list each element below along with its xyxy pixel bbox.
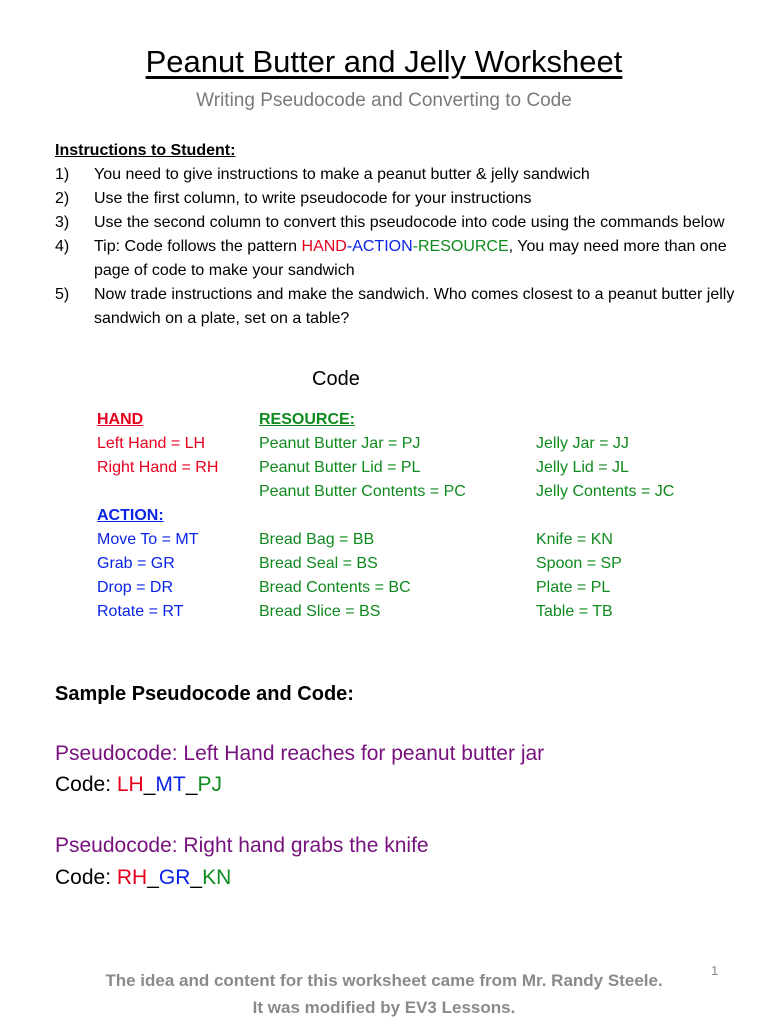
- resource-code: Table = TB: [536, 603, 613, 620]
- item-number: 5): [55, 286, 70, 303]
- sample-code-1: [55, 773, 222, 797]
- code-separator: _: [143, 773, 156, 796]
- resource-column-1: [259, 408, 466, 624]
- item-text: Now trade instructions and make the sandwich. Who comes closest to a peanut butter jelly sandwich on a plate, set on a table?: [94, 286, 735, 327]
- resource-code: Bread Bag = BB: [259, 531, 375, 548]
- action-code: Move To = MT: [97, 531, 199, 548]
- item-text: [94, 235, 735, 283]
- tip-prefix: Tip: Code follows the pattern: [94, 238, 302, 255]
- hand-code: Right Hand = RH: [97, 459, 219, 476]
- item-text: Use the second column to convert this pseudocode into code using the commands below: [94, 214, 725, 231]
- hand-heading: HAND: [97, 411, 144, 428]
- list-item: [55, 283, 735, 331]
- list-item: [55, 235, 735, 283]
- instructions-list: [55, 163, 735, 331]
- instructions-heading: Instructions to Student:: [55, 142, 236, 159]
- action-heading: ACTION:: [97, 507, 164, 524]
- resource-code: Bread Slice = BS: [259, 603, 381, 620]
- code-resource: KN: [202, 866, 232, 889]
- item-text: Use the first column, to write pseudocode for your instructions: [94, 190, 532, 207]
- page-number: 1: [711, 963, 719, 978]
- tip-resource: RESOURCE: [417, 238, 509, 255]
- code-action: MT: [155, 773, 186, 796]
- code-label: Code:: [55, 773, 117, 796]
- item-number: 1): [55, 166, 70, 183]
- resource-code: Peanut Butter Lid = PL: [259, 459, 421, 476]
- resource-code: Peanut Butter Jar = PJ: [259, 435, 421, 452]
- resource-heading: RESOURCE:: [259, 411, 356, 428]
- action-code: Drop = DR: [97, 579, 174, 596]
- list-item: [55, 163, 735, 187]
- action-code: Grab = GR: [97, 555, 175, 572]
- resource-column-2: [536, 432, 674, 624]
- code-heading: Code: [312, 368, 360, 390]
- tip-hand: HAND: [301, 238, 347, 255]
- footer-line-2: It was modified by EV3 Lessons.: [252, 998, 516, 1017]
- resource-code: Jelly Contents = JC: [536, 483, 675, 500]
- resource-code: Knife = KN: [536, 531, 613, 548]
- resource-code: Jelly Jar = JJ: [536, 435, 629, 452]
- sample-code-2: [55, 866, 231, 890]
- resource-code: Jelly Lid = JL: [536, 459, 629, 476]
- sample-heading: Sample Pseudocode and Code:: [55, 683, 354, 705]
- page-subtitle: Writing Pseudocode and Converting to Code: [196, 90, 572, 111]
- resource-code: Bread Contents = BC: [259, 579, 411, 596]
- page-title: Peanut Butter and Jelly Worksheet: [145, 44, 623, 79]
- tip-action: ACTION: [352, 238, 413, 255]
- sample-pseudocode-2: Pseudocode: Right hand grabs the knife: [55, 834, 429, 857]
- tip-suffix: , You may need more than one page of code to make your sandwich: [94, 238, 727, 279]
- list-item: [55, 187, 735, 211]
- resource-code: Plate = PL: [536, 579, 611, 596]
- item-number: 2): [55, 190, 70, 207]
- item-number: 4): [55, 238, 70, 255]
- code-action: GR: [158, 866, 191, 889]
- footer-line-1: The idea and content for this worksheet came from Mr. Randy Steele.: [105, 971, 663, 990]
- code-separator: _: [190, 866, 203, 889]
- resource-code: Spoon = SP: [536, 555, 622, 572]
- resource-code: Bread Seal = BS: [259, 555, 378, 572]
- spacer: [536, 504, 674, 528]
- item-number: 3): [55, 214, 70, 231]
- action-code: Rotate = RT: [97, 603, 184, 620]
- spacer: [259, 504, 466, 528]
- code-separator: _: [185, 773, 198, 796]
- footer-credit: [0, 967, 768, 1021]
- code-separator: _: [147, 866, 159, 889]
- code-label: Code:: [55, 866, 117, 889]
- resource-code: Peanut Butter Contents = PC: [259, 483, 466, 500]
- code-hand: LH: [116, 773, 144, 796]
- tip-dash: -: [346, 238, 353, 255]
- code-resource: PJ: [197, 773, 222, 796]
- list-item: [55, 211, 735, 235]
- hand-code: Left Hand = LH: [97, 435, 206, 452]
- tip-dash: -: [412, 238, 418, 255]
- spacer: [97, 480, 218, 504]
- code-hand: RH: [116, 866, 148, 889]
- hand-action-column: [97, 408, 218, 624]
- item-text: You need to give instructions to make a peanut butter & jelly sandwich: [94, 166, 590, 183]
- sample-pseudocode-1: Pseudocode: Left Hand reaches for peanut butter jar: [55, 742, 545, 765]
